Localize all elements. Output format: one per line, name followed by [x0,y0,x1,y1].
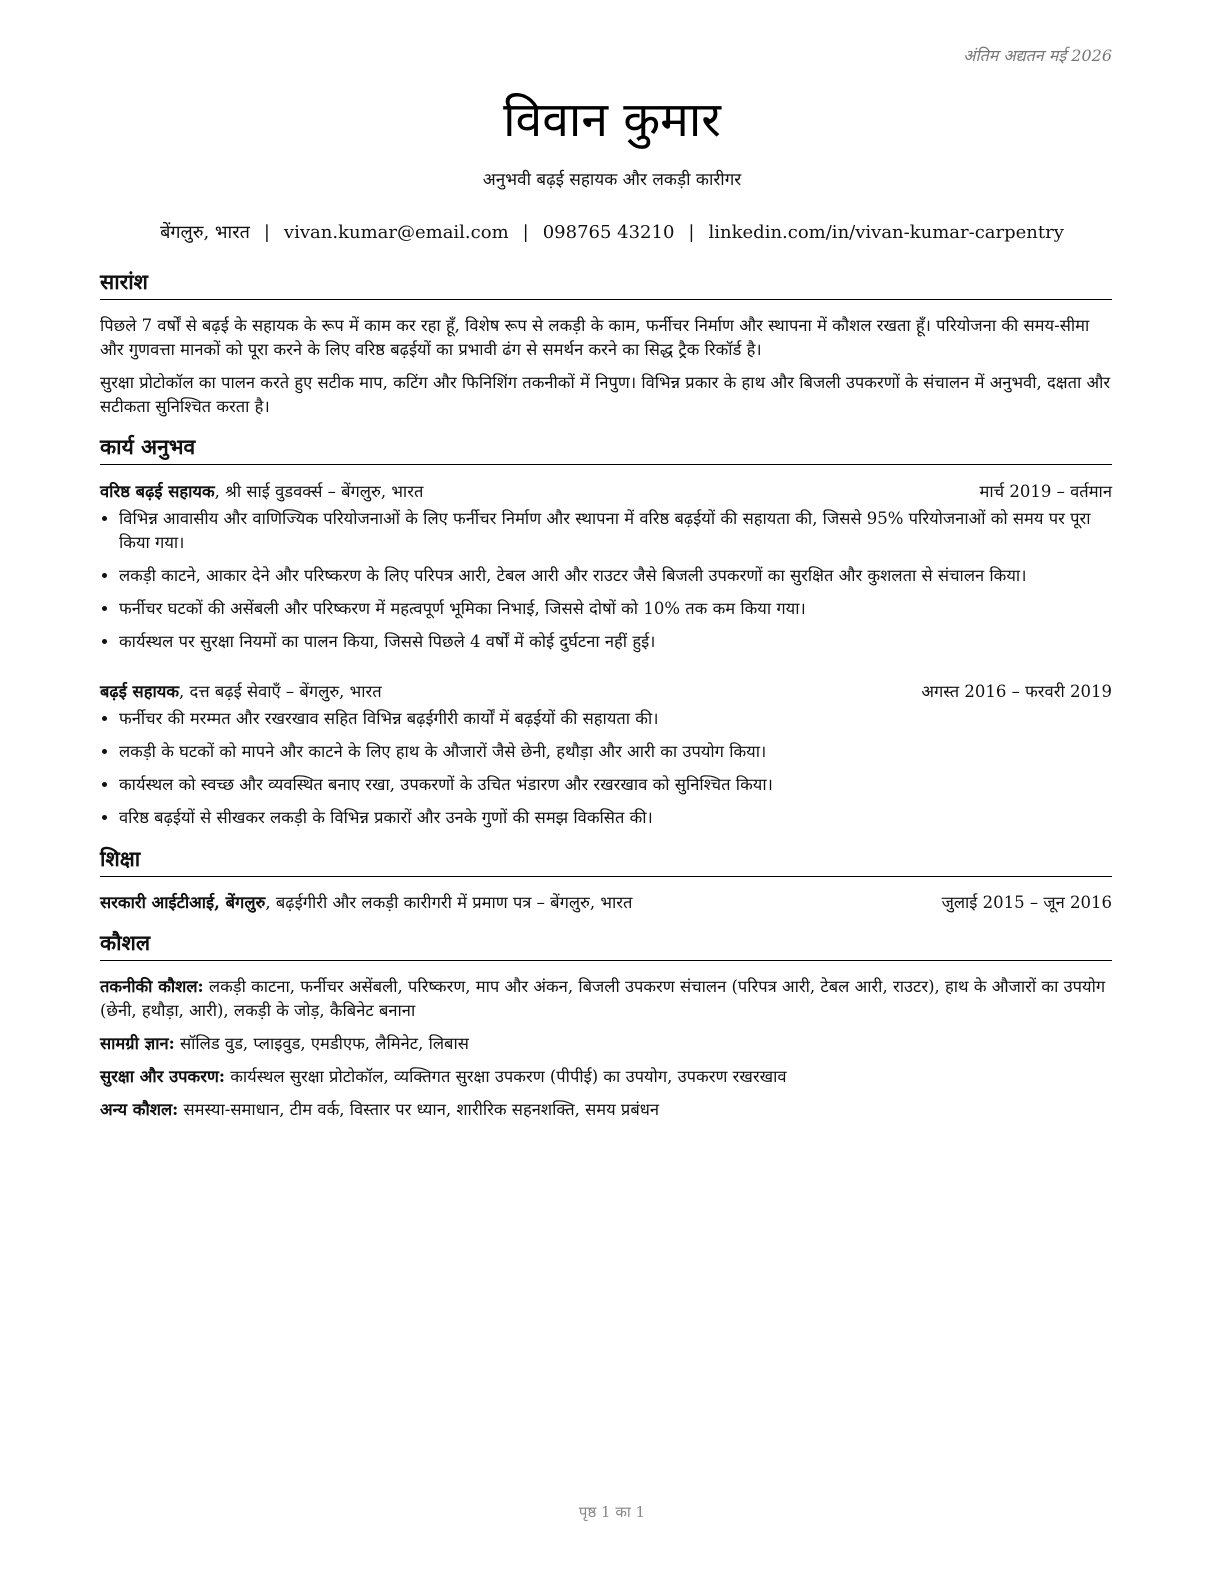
skill-text: कार्यस्थल सुरक्षा प्रोटोकॉल, व्यक्तिगत सुरक्षा उपकरण (पीपीई) का उपयोग, उपकरण रखरखाव [224,1067,787,1086]
contact-email[interactable]: vivan.kumar@email.com [283,222,509,243]
job-bullet: • वरिष्ठ बढ़ईयों से सीखकर लकड़ी के विभिन्न प्रकारों और उनके गुणों की समझ विकसित की। [119,806,1112,830]
job-dates: अगस्त 2016 – फरवरी 2019 [921,682,1112,701]
candidate-name: विवान कुमार [503,92,721,148]
education-entry [100,891,1112,915]
skill-label: तकनीकी कौशल: [100,977,204,996]
skill-label: अन्य कौशल: [100,1100,179,1119]
education-heading: शिक्षा [100,845,1112,877]
job-role: बढ़ई सहायक [100,682,179,701]
contact-separator: | [522,222,529,243]
job-bullets [100,707,1112,830]
job-bullet: • लकड़ी काटने, आकार देने और परिष्करण के लिए परिपत्र आरी, टेबल आरी और राउटर जैसे बिजली उपकरणों का सुरक्षित और कुशलता से संचालन किया। [119,564,1112,588]
skill-item [100,1098,1112,1122]
job-bullet: • फर्नीचर की मरम्मत और रखरखाव सहित विभिन्न बढ़ईगीरी कार्यों में बढ़ईयों की सहायता की। [119,707,1112,731]
summary-paragraph: पिछले 7 वर्षों से बढ़ई के सहायक के रूप में काम कर रहा हूँ, विशेष रूप से लकड़ी के काम, फर्नीचर निर्माण और स्थापना में कौशल रखता हूँ। परियोजना की समय-सीमा और गुणवत्ता मानकों को पूरा करने के लिए वरिष्ठ बढ़ईयों का प्रभावी ढंग से समर्थन करने का सिद्ध ट्रैक रिकॉर्ड है। [100,316,1090,359]
summary-section [100,268,1112,419]
education-section [100,845,1112,915]
skill-item [100,1065,1112,1089]
skills-heading: कौशल [100,929,1112,961]
job-bullets [100,507,1112,654]
skill-text: सॉलिड वुड, प्लाइवुड, एमडीएफ, लैमिनेट, लिबास [174,1034,469,1053]
contact-location: बेंगलुरु, भारत [160,222,250,243]
job-entry [100,680,1112,830]
experience-heading: कार्य अनुभव [100,433,1112,465]
job-entry [100,480,1112,654]
job-dates: मार्च 2019 – वर्तमान [979,482,1112,501]
last-updated: अंतिम अद्यतन मई 2026 [963,46,1112,65]
job-bullet: • लकड़ी के घटकों को मापने और काटने के लिए हाथ के औजारों जैसे छेनी, हथौड़ा और आरी का उपयोग किया। [119,740,1112,764]
skills-section [100,929,1112,1122]
job-bullet: • कार्यस्थल को स्वच्छ और व्यवस्थित बनाए रखा, उपकरणों के उचित भंडारण और रखरखाव को सुनिश्चित किया। [119,773,1112,797]
page-number: पृष्ठ 1 का 1 [578,1503,646,1521]
skill-text: लकड़ी काटना, फर्नीचर असेंबली, परिष्करण, माप और अंकन, बिजली उपकरण संचालन (परिपत्र आरी, टेबल आरी, राउटर), हाथ के औजारों का उपयोग (छेनी, हथौड़ा, आरी), लकड़ी के जोड़, कैबिनेट बनाना [100,977,1106,1020]
resume-body [100,268,1112,1131]
education-detail: , बढ़ईगीरी और लकड़ी कारीगरी में प्रमाण पत्र – बेंगलुरु, भारत [265,893,633,912]
education-dates: जुलाई 2015 – जून 2016 [941,893,1112,912]
skill-item [100,975,1112,1023]
job-header [100,480,1112,504]
education-line [100,891,632,915]
job-title-line [100,480,423,504]
job-bullet: • कार्यस्थल पर सुरक्षा नियमों का पालन किया, जिससे पिछले 4 वर्षों में कोई दुर्घटना नहीं हुई। [119,630,1112,654]
job-bullet: • विभिन्न आवासीय और वाणिज्यिक परियोजनाओं के लिए फर्नीचर निर्माण और स्थापना में वरिष्ठ बढ़ईयों की सहायता की, जिससे 95% परियोजनाओं को समय पर पूरा किया गया। [119,507,1112,555]
contact-phone[interactable]: 098765 43210 [542,222,675,243]
job-role: वरिष्ठ बढ़ई सहायक [100,482,215,501]
skills-list [100,975,1112,1122]
experience-section [100,433,1112,830]
tagline: अनुभवी बढ़ई सहायक और लकड़ी कारीगर [482,170,742,190]
job-bullet: • फर्नीचर घटकों की असेंबली और परिष्करण में महत्वपूर्ण भूमिका निभाई, जिससे दोषों को 10% तक कम किया गया। [119,597,1112,621]
job-title-line [100,680,382,704]
skill-label: सामग्री ज्ञान: [100,1034,175,1053]
skill-label: सुरक्षा और उपकरण: [100,1067,225,1086]
contact-line [0,220,1224,244]
job-header [100,680,1112,704]
job-company: , श्री साई वुडवर्क्स – बेंगलुरु, भारत [214,482,424,501]
skill-text: समस्या-समाधान, टीम वर्क, विस्तार पर ध्यान, शारीरिक सहनशक्ति, समय प्रबंधन [178,1100,660,1119]
contact-separator: | [688,222,695,243]
job-company: , दत्त बढ़ई सेवाएँ – बेंगलुरु, भारत [179,682,382,701]
summary-heading: सारांश [100,268,1112,300]
skill-item [100,1032,1112,1056]
education-institution: सरकारी आईटीआई, बेंगलुरु [100,893,266,912]
contact-separator: | [263,222,270,243]
contact-linkedin-link[interactable]: linkedin.com/in/vivan-kumar-carpentry [708,222,1064,243]
summary-paragraph: सुरक्षा प्रोटोकॉल का पालन करते हुए सटीक माप, कटिंग और फिनिशिंग तकनीकों में निपुण। विभिन्न प्रकार के हाथ और बिजली उपकरणों के संचालन में अनुभवी, दक्षता और सटीकता सुनिश्चित करता है। [100,373,1111,416]
